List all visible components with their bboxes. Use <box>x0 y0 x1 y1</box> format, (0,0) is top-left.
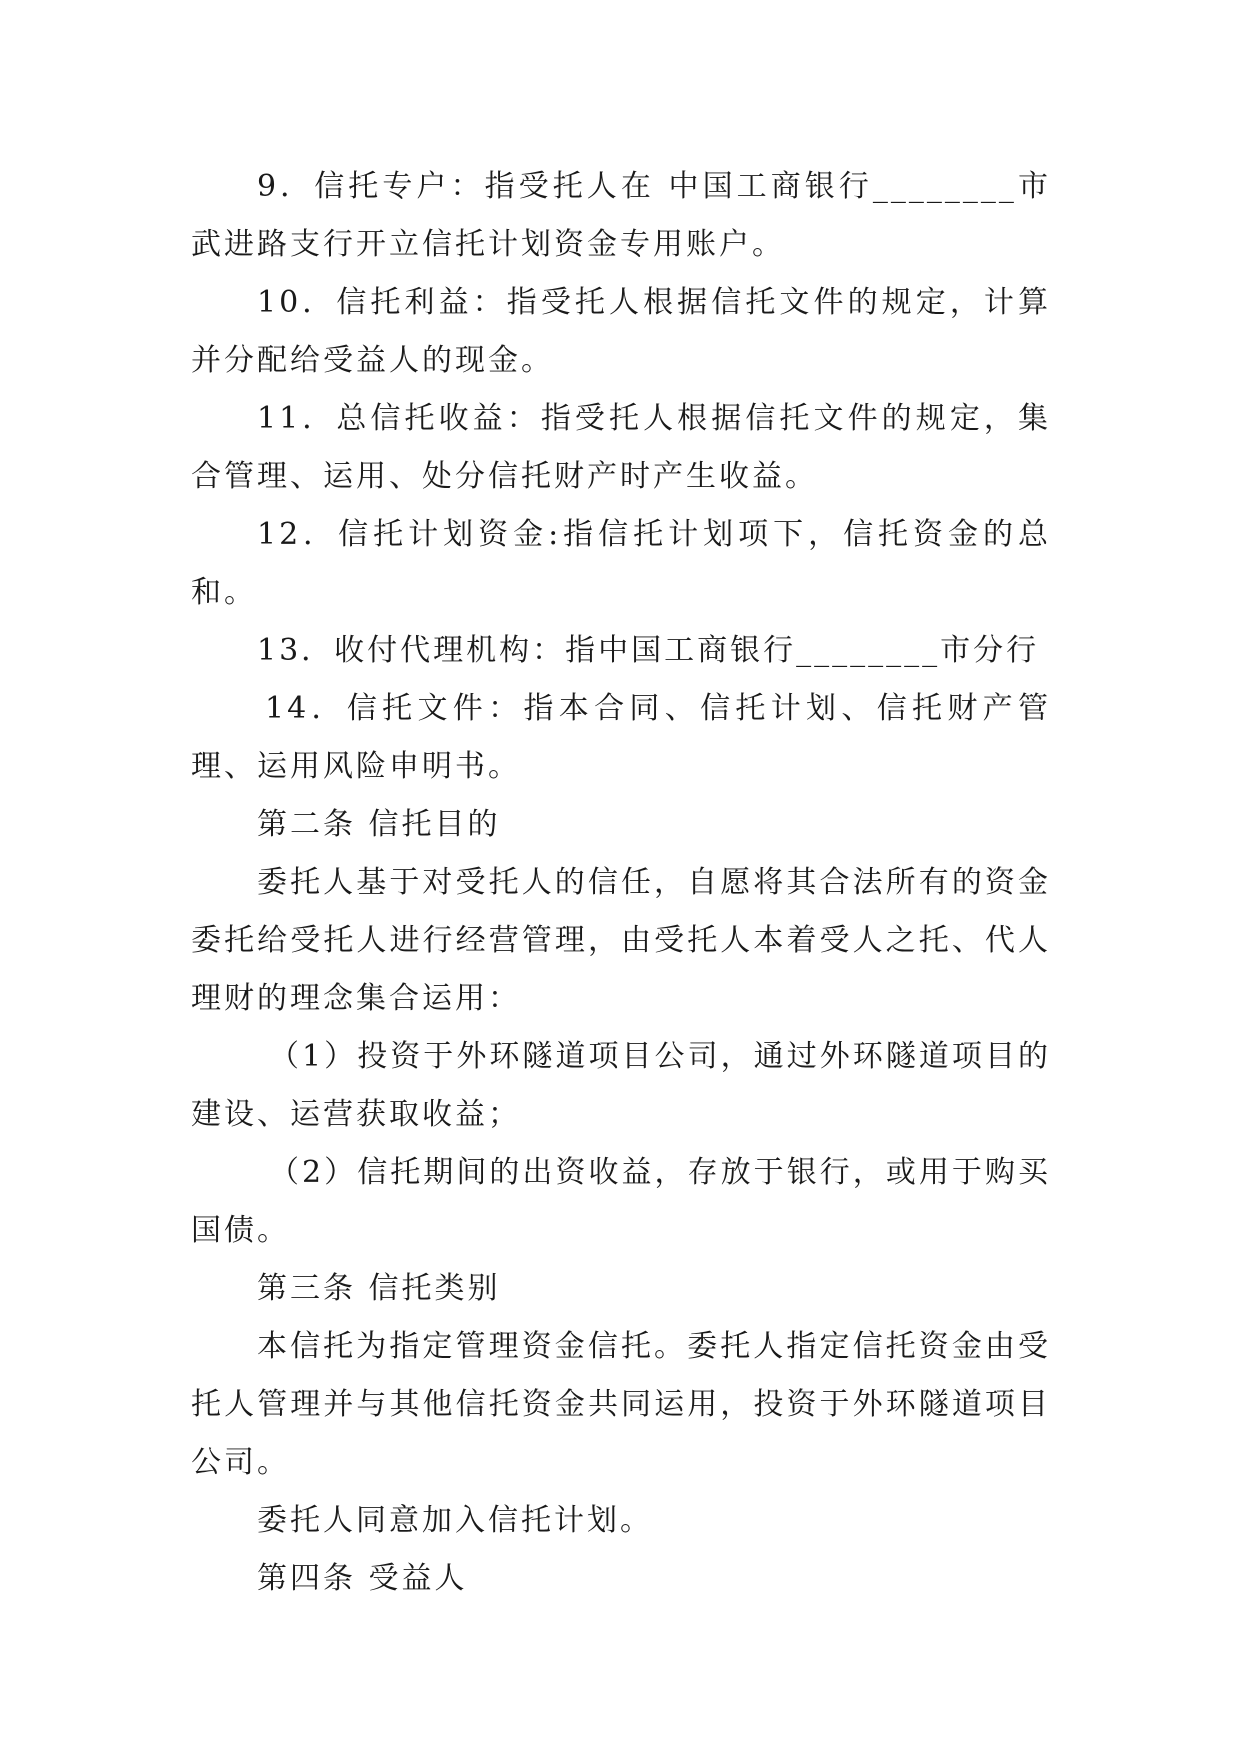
article-2-heading: 第二条 信托目的 <box>257 807 501 842</box>
article-4-heading: 第四条 受益人 <box>257 1561 468 1596</box>
clause-14-trust-documents: 14．信托文件：指本合同、信托计划、信托财产管理、运用风险申明书。 <box>191 691 1051 784</box>
clause-13-payment-agent: 13．收付代理机构：指中国工商银行________市分行 <box>257 633 1040 668</box>
clause-12-trust-plan-funds: 12．信托计划资金:指信托计划项下，信托资金的总和。 <box>191 517 1051 610</box>
article-2-item-2: （2）信托期间的出资收益，存放于银行，或用于购买国债。 <box>191 1155 1051 1248</box>
clause-11-total-trust-income: 11．总信托收益：指受托人根据信托文件的规定，集合管理、运用、处分信托财产时产生收益。 <box>191 401 1051 494</box>
document-body <box>191 158 1051 1608</box>
article-3-body: 本信托为指定管理资金信托。委托人指定信托资金由受托人管理并与其他信托资金共同运用，投资于外环隧道项目公司。 <box>191 1329 1051 1480</box>
clause-9-trust-account: 9．信托专户：指受托人在 中国工商银行________市武进路支行开立信托计划资金专用账户。 <box>191 169 1051 262</box>
article-3-consent: 委托人同意加入信托计划。 <box>257 1503 653 1538</box>
article-3-heading: 第三条 信托类别 <box>257 1271 501 1306</box>
clause-10-trust-benefit: 10．信托利益：指受托人根据信托文件的规定，计算并分配给受益人的现金。 <box>191 285 1051 378</box>
article-2-item-1: （1）投资于外环隧道项目公司，通过外环隧道项目的建设、运营获取收益； <box>191 1039 1051 1132</box>
article-2-body: 委托人基于对受托人的信任，自愿将其合法所有的资金委托给受托人进行经营管理，由受托人本着受人之托、代人理财的理念集合运用： <box>191 865 1051 1016</box>
